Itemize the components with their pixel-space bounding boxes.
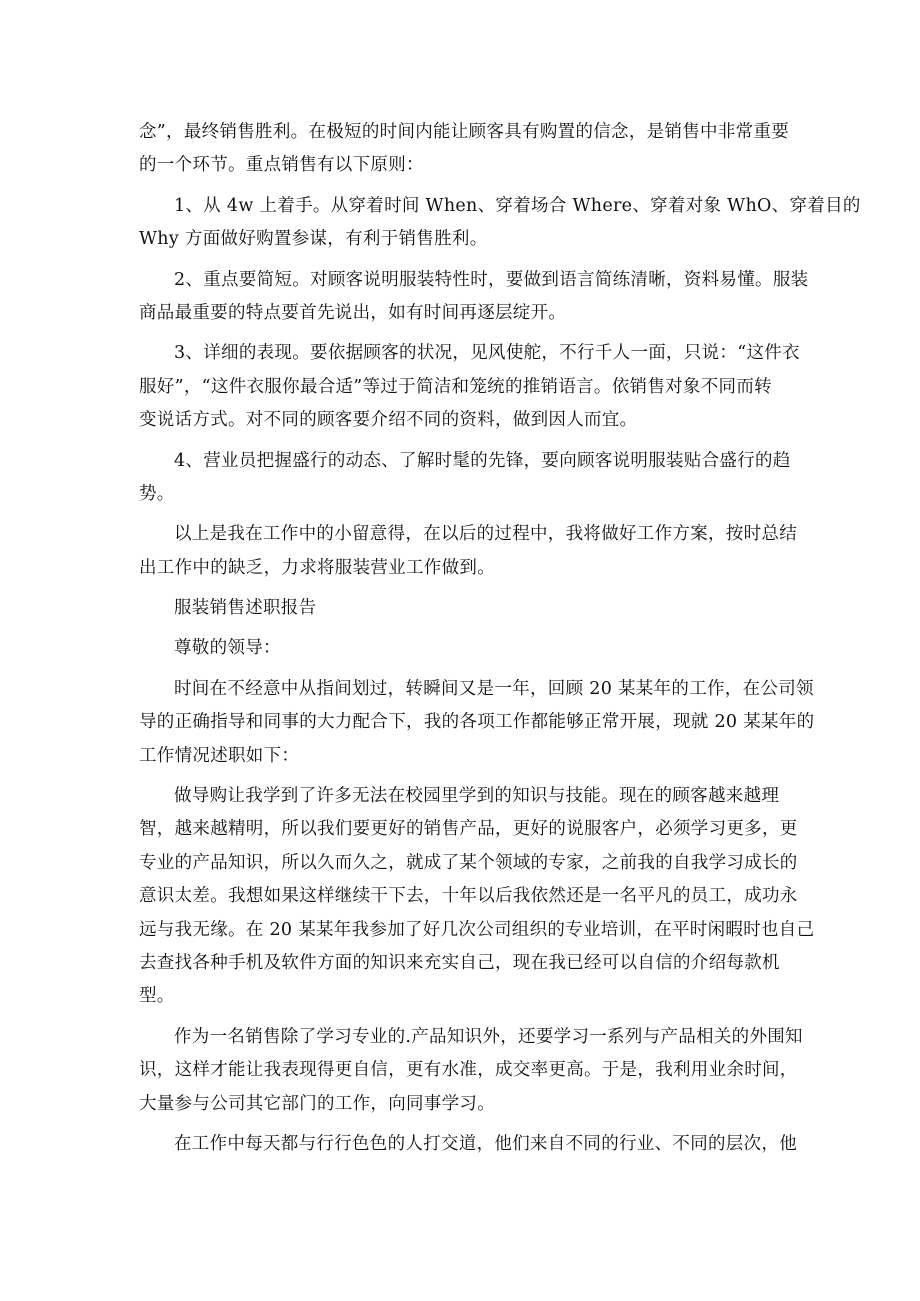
text-line: 在工作中每天都与行行色色的人打交道，他们来自不同的行业、不同的层次，他 [174,1133,797,1154]
paragraph [139,1021,803,1121]
text-line: 作为一名销售除了学习专业的.产品知识外，还要学习一系列与产品相关的外围知 [174,1026,803,1047]
text-line: 大量参与公司其它部门的工作，向同事学习。 [139,1093,495,1114]
paragraph [139,673,815,773]
text-line: 工作情况述职如下： [139,745,300,766]
text-line: 去查找各种手机及软件方面的知识来充实自己，现在我已经可以自信的介绍每款机 [139,952,780,973]
paragraph [139,518,797,585]
paragraph [139,780,815,1014]
text-line: 3、详细的表现。要依据顾客的状况，见风使舵，不行千人一面，只说：“这件衣 [174,343,800,364]
paragraph [139,445,791,512]
text-line: Why 方面做好购置参谋，有利于销售胜利。 [139,229,488,250]
text-line: 服装销售述职报告 [174,598,317,619]
text-line: 尊敬的领导： [174,638,281,659]
text-line: 专业的产品知识，所以久而久之，就成了某个领域的专家，之前我的自我学习成长的 [139,852,798,873]
text-line: 以上是我在工作中的小留意得，在以后的过程中，我将做好工作方案，按时总结 [174,524,797,545]
paragraph [139,190,861,257]
text-line: 的一个环节。重点销售有以下原则： [139,155,424,176]
text-line: 变说话方式。对不同的顾客要介绍不同的资料，做到因人而宜。 [139,410,638,431]
text-line: 4、营业员把握盛行的动态、了解时髦的先锋，要向顾客说明服装贴合盛行的趋 [174,450,791,471]
text-line: 远与我无缘。在 20 某某年我参加了好几次公司组织的专业培训，在平时闲暇时也自己 [139,919,815,940]
text-line: 时间在不经意中从指间划过，转瞬间又是一年，回顾 20 某某年的工作，在公司领 [174,678,814,699]
text-line: 商品最重要的特点要首先说出，如有时间再逐层绽开。 [139,302,567,323]
text-line: 意识太差。我想如果这样继续干下去，十年以后我依然还是一名平凡的员工，成功永 [139,886,798,907]
text-line: 1、从 4w 上着手。从穿着时间 When、穿着场合 Where、穿着对象 WhO、穿着目的 [174,195,861,216]
paragraph [139,1128,797,1161]
text-line: 智，越来越精明，所以我们要更好的销售产品，更好的说服客户，必须学习更多，更 [139,819,798,840]
paragraph [139,116,790,183]
text-line: 型。 [139,986,175,1007]
text-line: 势。 [139,483,175,504]
text-line: 2、重点要简短。对顾客说明服装特性时，要做到语言简练清晰，资料易懂。服装 [174,269,809,290]
text-line: 服好”，“这件衣服你最合适”等过于简洁和笼统的推销语言。依销售对象不同而转 [139,376,772,397]
document-body [139,116,861,1161]
salutation [139,632,784,665]
text-line: 识，这样才能让我表现得更自信，更有水准，成交率更高。于是，我利用业余时间， [139,1060,798,1081]
text-line: 出工作中的缺乏，力求将服装营业工作做到。 [139,557,495,578]
text-line: 做导购让我学到了许多无法在校园里学到的知识与技能。现在的顾客越来越理 [174,786,780,807]
paragraph [139,337,800,437]
section-title [139,592,784,625]
text-line: 念”，最终销售胜利。在极短的时间内能让顾客具有购置的信念，是销售中非常重要 [139,122,790,142]
paragraph [139,264,809,331]
text-line: 导的正确指导和同事的大力配合下，我的各项工作都能够正常开展，现就 20 某某年的 [139,712,815,733]
